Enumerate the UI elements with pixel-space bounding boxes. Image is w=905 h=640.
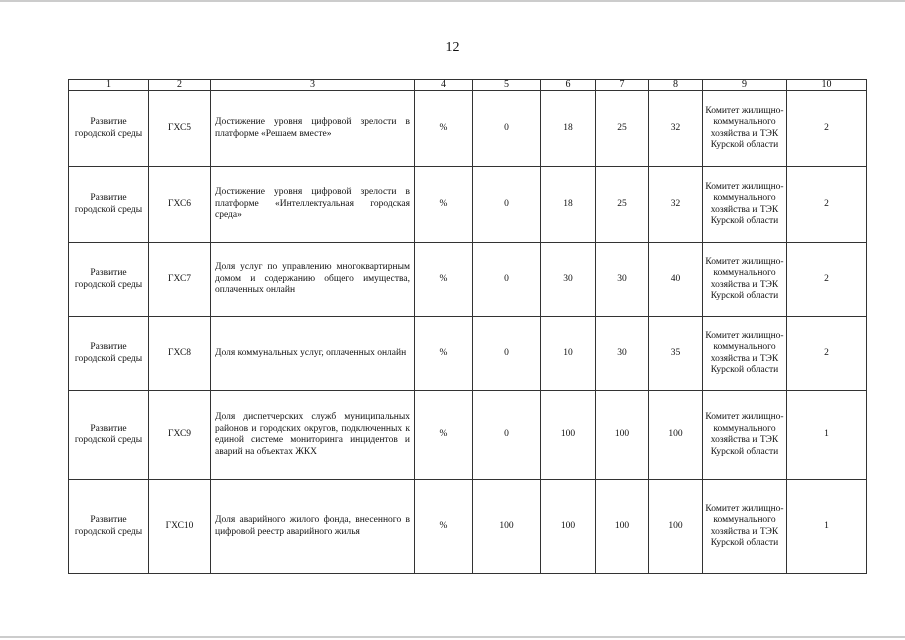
area-cell: Развитие городской среды	[69, 243, 149, 317]
indicator-name-cell: Доля диспетчерских служб муниципальных районов и городских округов, подключенных к единой системе мониторинга инцидентов и аварий на объектах ЖКХ	[211, 391, 415, 480]
unit-cell: %	[415, 317, 473, 391]
area-cell: Развитие городской среды	[69, 480, 149, 574]
header-cell: 4	[415, 80, 473, 91]
col10-cell: 1	[787, 391, 867, 480]
value-cell: 100	[596, 480, 649, 574]
base-value-cell: 0	[473, 317, 541, 391]
base-value-cell: 0	[473, 91, 541, 167]
value-cell: 25	[596, 167, 649, 243]
value-cell: 100	[541, 480, 596, 574]
header-cell: 6	[541, 80, 596, 91]
unit-cell: %	[415, 480, 473, 574]
value-cell: 10	[541, 317, 596, 391]
table-row	[69, 167, 867, 243]
value-cell: 100	[649, 480, 703, 574]
value-cell: 30	[596, 317, 649, 391]
table-row	[69, 91, 867, 167]
col10-cell: 2	[787, 91, 867, 167]
responsible-org-cell: Комитет жилищно-коммунального хозяйства и ТЭК Курской области	[703, 391, 787, 480]
value-cell: 100	[596, 391, 649, 480]
base-value-cell: 100	[473, 480, 541, 574]
header-cell: 3	[211, 80, 415, 91]
indicators-table	[68, 79, 867, 574]
value-cell: 32	[649, 91, 703, 167]
code-cell: ГХС6	[149, 167, 211, 243]
value-cell: 32	[649, 167, 703, 243]
scan-edge-top	[0, 0, 905, 2]
indicator-name-cell: Доля аварийного жилого фонда, внесенного в цифровой реестр аварийного жилья	[211, 480, 415, 574]
header-cell: 8	[649, 80, 703, 91]
col10-cell: 2	[787, 243, 867, 317]
page-number: 12	[445, 40, 460, 55]
code-cell: ГХС8	[149, 317, 211, 391]
table-row	[69, 317, 867, 391]
base-value-cell: 0	[473, 391, 541, 480]
header-cell: 7	[596, 80, 649, 91]
value-cell: 25	[596, 91, 649, 167]
indicator-name-cell: Доля услуг по управлению многоквартирным домом и содержанию общего имущества, оплаченных онлайн	[211, 243, 415, 317]
area-cell: Развитие городской среды	[69, 317, 149, 391]
value-cell: 18	[541, 91, 596, 167]
header-cell: 2	[149, 80, 211, 91]
value-cell: 18	[541, 167, 596, 243]
code-cell: ГХС5	[149, 91, 211, 167]
unit-cell: %	[415, 243, 473, 317]
indicator-name-cell: Достижение уровня цифровой зрелости в платформе «Интеллектуальная городская среда»	[211, 167, 415, 243]
code-cell: ГХС9	[149, 391, 211, 480]
responsible-org-cell: Комитет жилищно-коммунального хозяйства и ТЭК Курской области	[703, 243, 787, 317]
value-cell: 40	[649, 243, 703, 317]
scan-edge-bottom	[0, 636, 905, 638]
col10-cell: 2	[787, 167, 867, 243]
value-cell: 100	[541, 391, 596, 480]
value-cell: 30	[596, 243, 649, 317]
header-cell: 1	[69, 80, 149, 91]
unit-cell: %	[415, 167, 473, 243]
unit-cell: %	[415, 391, 473, 480]
base-value-cell: 0	[473, 243, 541, 317]
responsible-org-cell: Комитет жилищно-коммунального хозяйства и ТЭК Курской области	[703, 317, 787, 391]
base-value-cell: 0	[473, 167, 541, 243]
responsible-org-cell: Комитет жилищно-коммунального хозяйства и ТЭК Курской области	[703, 167, 787, 243]
col10-cell: 2	[787, 317, 867, 391]
indicator-name-cell: Доля коммунальных услуг, оплаченных онлайн	[211, 317, 415, 391]
responsible-org-cell: Комитет жилищно-коммунального хозяйства и ТЭК Курской области	[703, 91, 787, 167]
area-cell: Развитие городской среды	[69, 391, 149, 480]
table-header-row	[69, 80, 867, 91]
table-row	[69, 391, 867, 480]
table-row	[69, 480, 867, 574]
responsible-org-cell: Комитет жилищно-коммунального хозяйства и ТЭК Курской области	[703, 480, 787, 574]
table-row	[69, 243, 867, 317]
indicator-name-cell: Достижение уровня цифровой зрелости в платформе «Решаем вместе»	[211, 91, 415, 167]
unit-cell: %	[415, 91, 473, 167]
header-cell: 9	[703, 80, 787, 91]
code-cell: ГХС7	[149, 243, 211, 317]
area-cell: Развитие городской среды	[69, 167, 149, 243]
header-cell: 5	[473, 80, 541, 91]
value-cell: 35	[649, 317, 703, 391]
value-cell: 100	[649, 391, 703, 480]
code-cell: ГХС10	[149, 480, 211, 574]
area-cell: Развитие городской среды	[69, 91, 149, 167]
header-cell: 10	[787, 80, 867, 91]
value-cell: 30	[541, 243, 596, 317]
col10-cell: 1	[787, 480, 867, 574]
